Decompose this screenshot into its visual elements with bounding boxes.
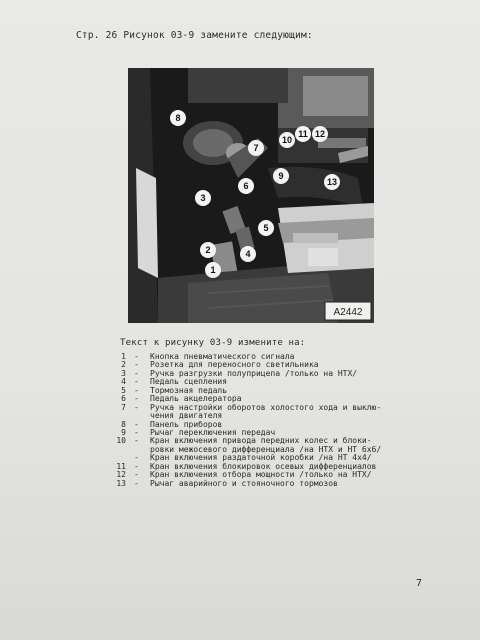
svg-text:12: 12	[314, 129, 326, 139]
svg-text:2: 2	[205, 245, 211, 255]
legend-text: Розетка для переносного светильника	[150, 360, 319, 370]
legend-text: Педаль акцелератора	[150, 394, 242, 404]
callout-3	[195, 190, 211, 206]
svg-text:9: 9	[278, 171, 284, 181]
callout-1	[205, 262, 221, 278]
legend-num: 7	[121, 402, 126, 412]
legend-num: 10	[116, 436, 126, 446]
legend-dash: -	[134, 377, 139, 387]
legend-dash: -	[134, 427, 139, 437]
legend-num: 3	[121, 368, 126, 378]
legend-text: Кнопка пневматического сигнала	[150, 352, 295, 361]
callout-12	[312, 126, 328, 142]
svg-text:5: 5	[263, 223, 269, 233]
legend-num: 9	[121, 427, 126, 437]
page-number: 7	[416, 578, 423, 589]
legend-text: Панель приборов	[150, 419, 223, 429]
svg-text:8: 8	[175, 113, 181, 123]
figure-caption: Текст к рисунку 03-9 измените на:	[120, 338, 306, 348]
legend-text: чения двигателя	[150, 411, 223, 421]
callout-11	[295, 126, 311, 142]
legend-text: Ручка разгрузки полуприцепа /только на НТХ/	[150, 368, 358, 378]
svg-text:4: 4	[245, 249, 251, 259]
svg-text:1: 1	[210, 265, 216, 275]
legend-num: 6	[121, 394, 126, 404]
legend-num: 12	[116, 470, 126, 480]
legend-dash: -	[134, 360, 139, 370]
figure-code: A2442	[333, 307, 363, 318]
legend-num: 11	[116, 461, 126, 471]
svg-text:3: 3	[200, 193, 206, 203]
callout-8	[170, 110, 186, 126]
legend-text: Кран включения привода передних колес и блоки-	[150, 436, 372, 446]
legend-text: ровки межосевого дифференциала /на НТХ и НТ 6х6/	[150, 444, 382, 454]
legend-text: Рычаг переключения передач	[150, 427, 276, 437]
callout-4	[240, 246, 256, 262]
legend-num: 8	[121, 419, 126, 429]
legend-dash: -	[134, 368, 139, 378]
svg-text:10: 10	[281, 135, 293, 145]
cab-interior-illustration	[128, 68, 374, 323]
callout-9	[273, 168, 289, 184]
legend-dash: -	[134, 461, 139, 471]
legend-dash: -	[134, 478, 139, 488]
legend-dash: -	[134, 394, 139, 404]
legend-num: 5	[121, 385, 126, 395]
svg-text:6: 6	[243, 181, 249, 191]
legend-text: Тормозная педаль	[150, 385, 228, 395]
svg-text:13: 13	[326, 177, 338, 187]
legend-text: Кран включения отбора мощности /только на НТХ/	[150, 470, 372, 480]
callout-10	[279, 132, 295, 148]
legend-num: 1	[121, 352, 126, 361]
legend-dash: -	[134, 470, 139, 480]
legend-item	[112, 480, 452, 488]
legend-dash: -	[134, 352, 139, 361]
callout-5	[258, 220, 274, 236]
legend-dash: -	[134, 385, 139, 395]
legend-text: Рычаг аварийного и стояночного тормозов	[150, 478, 338, 488]
callout-7	[248, 140, 264, 156]
legend-dash: -	[134, 419, 139, 429]
legend-dash: -	[134, 436, 139, 446]
callout-2	[200, 242, 216, 258]
legend-num: 2	[121, 360, 126, 370]
legend-text: Кран включения раздаточной коробки /на НТ 4х4/	[150, 453, 372, 463]
legend-list	[112, 353, 452, 488]
legend-text: Педаль сцепления	[150, 377, 228, 387]
legend-num: 13	[116, 478, 126, 488]
svg-text:7: 7	[253, 143, 259, 153]
legend-dash: -	[134, 402, 139, 412]
callout-13	[324, 174, 340, 190]
legend-num: 4	[121, 377, 126, 387]
svg-text:11: 11	[298, 129, 308, 139]
legend-text: Кран включения блокировок осевых дифференциалов	[150, 461, 377, 471]
page-header: Стр. 26 Рисунок 03-9 замените следующим:	[76, 30, 313, 41]
legend-text: Ручка настройки оборотов холостого хода и выклю-	[150, 402, 382, 412]
callout-6	[238, 178, 254, 194]
legend-dash: -	[134, 453, 139, 463]
cab-interior-photo	[128, 68, 374, 323]
